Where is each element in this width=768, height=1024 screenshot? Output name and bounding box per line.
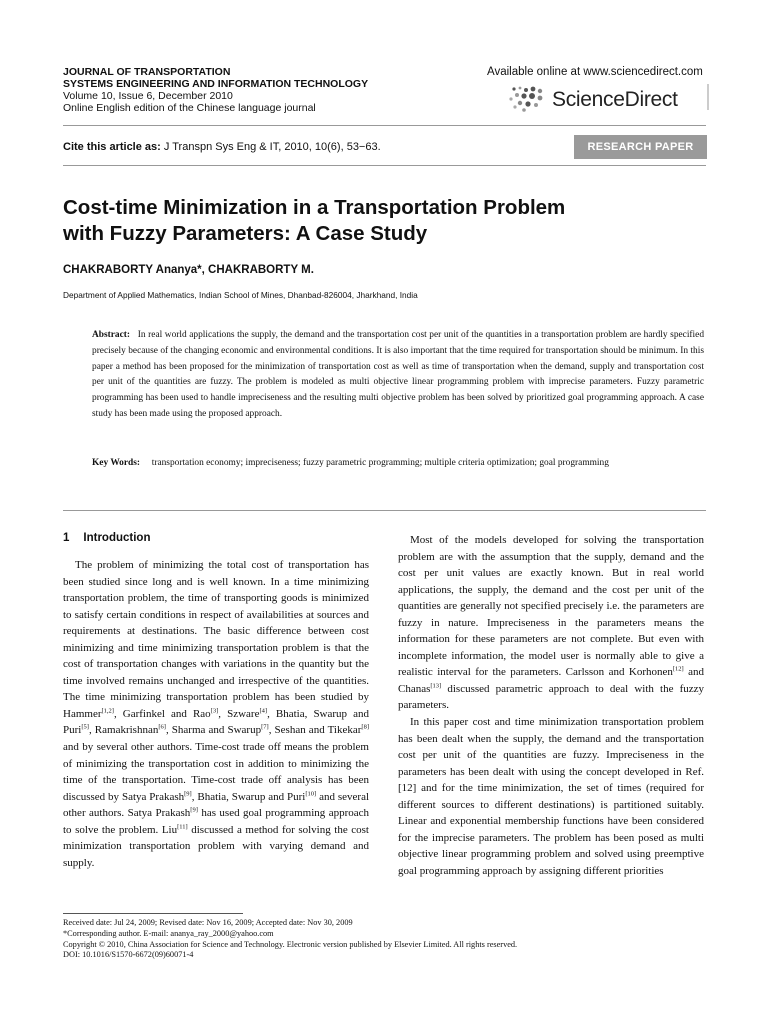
reference-marker: [9] — [190, 806, 198, 814]
journal-header — [63, 66, 368, 114]
sciencedirect-logo-text: ScienceDirect — [552, 88, 678, 111]
citation-line — [63, 141, 381, 153]
reference-marker: [12] — [672, 665, 684, 673]
reference-marker: [5] — [81, 723, 89, 731]
logo-divider — [707, 84, 709, 110]
footnote-corresponding-author: *Corresponding author. E-mail: ananya_ray_2000@yahoo.com — [63, 928, 274, 938]
reference-marker: [9] — [184, 790, 192, 797]
authors: CHAKRABORTY Ananya*, CHAKRABORTY M. — [63, 264, 314, 276]
abstract-label: Abstract: — [92, 330, 131, 340]
citation-rule — [63, 165, 706, 166]
keywords-text: transportation economy; impreciseness; fuzzy parametric programming; multiple criteria optimization; goal programming — [151, 458, 609, 468]
footnote-rule — [63, 913, 243, 914]
reference-marker: [8] — [361, 723, 370, 731]
citation-text: J Transpn Sys Eng & IT, 2010, 10(6), 53−63. — [160, 141, 381, 153]
journal-name-line1: JOURNAL OF TRANSPORTATION — [63, 66, 231, 78]
intro-paragraph-3: In this paper cost and time minimization transportation problem has been dealt when the supply, the demand and the transportation cost per unit of the quantities are fuzzy. Impreciseness in the parameters has been dealt with using the concept developed in Ref. [12] and for the time minimization, the set of times (required for different sources to different destinations) is partitioned suitably. Linear and exponential membership functions have been considered for the imprecise parameters. The problem has been posed as multi objective linear programming problem and solved using preemptive goal programming approach by assigning different priorities — [398, 716, 704, 877]
section-title: Introduction — [83, 532, 151, 544]
footnote-doi: DOI: 10.1016/S1570-6672(09)60071-4 — [63, 950, 194, 960]
abstract-rule — [63, 510, 706, 511]
left-column — [63, 557, 369, 871]
journal-name-line2: SYSTEMS ENGINEERING AND INFORMATION TECHNOLOGY — [63, 78, 369, 90]
footnote-copyright: Copyright © 2010, China Association for Science and Technology. Electronic version published by Elsevier Limited. All rights reserved. — [63, 939, 518, 949]
keywords — [92, 456, 704, 472]
section-heading — [63, 532, 150, 544]
journal-volume: Volume 10, Issue 6, December 2010 — [63, 90, 233, 102]
header-rule — [63, 125, 706, 126]
available-online-text: Available online at www.sciencedirect.com — [487, 66, 703, 78]
right-column — [398, 532, 704, 879]
reference-marker: [11] — [177, 823, 188, 831]
intro-paragraph-2: Most of the models developed for solving the transportation problem are with the assumption that the supply, demand and the cost per unit values are exactly known. But in real world applications, the supply, the demand and the cost per unit of the quantities are generally not specified precisely i.e. the parameters are fuzzy in nature. Impreciseness in the parameters means the information for these parameters are not complete. But even with incomplete information, the model user is normally able to give a realistic interval for the parameters. Carlsson and Korhonen[12] and Chanas[13] discussed parametric approach to deal with the fuzzy parameters. — [398, 534, 705, 712]
sciencedirect-logo-icon — [506, 84, 552, 114]
citation-label: Cite this article as: — [63, 141, 161, 153]
section-number: 1 — [63, 532, 70, 544]
paper-title — [63, 195, 703, 247]
abstract — [92, 328, 704, 423]
paper-title-line2: with Fuzzy Parameters: A Case Study — [63, 222, 428, 245]
reference-marker: [13] — [430, 682, 442, 690]
footnote-dates: Received date: Jul 24, 2009; Revised date: Nov 16, 2009; Accepted date: Nov 30, 2009 — [63, 918, 353, 927]
reference-marker: [4] — [259, 707, 268, 715]
footnotes — [63, 918, 703, 961]
reference-marker: [3] — [210, 707, 219, 715]
keywords-label: Key Words: — [92, 458, 141, 468]
paper-title-line1: Cost-time Minimization in a Transportation Problem — [63, 196, 566, 219]
reference-marker: [6] — [158, 723, 166, 731]
affiliation: Department of Applied Mathematics, Indian School of Mines, Dhanbad-826004, Jharkhand, India — [63, 290, 418, 300]
reference-marker: [10] — [305, 790, 317, 797]
abstract-text: In real world applications the supply, the demand and the transportation cost per unit of the quantities in a transportation problem are hardly specified precisely because of the changing economic and environmental conditions. It is also important that the time required for transportation should be minimum. In this paper a method has been proposed for the minimization of transportation cost as well as time of transportation when the demand, supply and transportation cost per unit of the quantities are fuzzy. The problem is modeled as multi objective linear programming problem with imprecise parameters. Fuzzy parametric programming has been used to handle impreciseness and the resulting multi objective problem has been solved by prioritized goal programming approach. A case study has been made using the proposed approach. — [92, 330, 705, 419]
journal-edition-note: Online English edition of the Chinese language journal — [63, 102, 316, 114]
reference-marker: [1,2] — [101, 707, 114, 715]
intro-paragraph-1: The problem of minimizing the total cost of transportation has been studied since long and is well known. In a time minimizing transportation problem, the time of transporting goods is minimized to satisfy certain conditions in respect of availabilities at sources and requirements at destinations. The basic difference between cost minimizing and time minimizing transportation problem is that the cost of transportation changes with variations in the quantity but the time involved remains unchanged and irrespective of the quantities. The time minimizing transportation problem has been studied by Hammer[1,2], Garfinkel and Rao[3], Szware[4], Bhatia, Swarup and Puri[5], Ramakrishnan[6], Sharma and Swarup[7], Seshan and Tikekar[8] and by several other authors. Time-cost trade off means the problem of minimizing the transportation cost in addition to minimizing the time of the transportation. Time-cost trade off analysis has been discussed by Satya Prakash[9], Bhatia, Swarup and Puri[10] and several other authors. Satya Prakash[9] has used goal programming approach to solve the problem. Liu[11] discussed a method for solving the cost minimization transportation problem with varying demand and supply. — [63, 559, 370, 869]
research-paper-badge: RESEARCH PAPER — [574, 135, 707, 159]
reference-marker: [7] — [261, 723, 269, 731]
